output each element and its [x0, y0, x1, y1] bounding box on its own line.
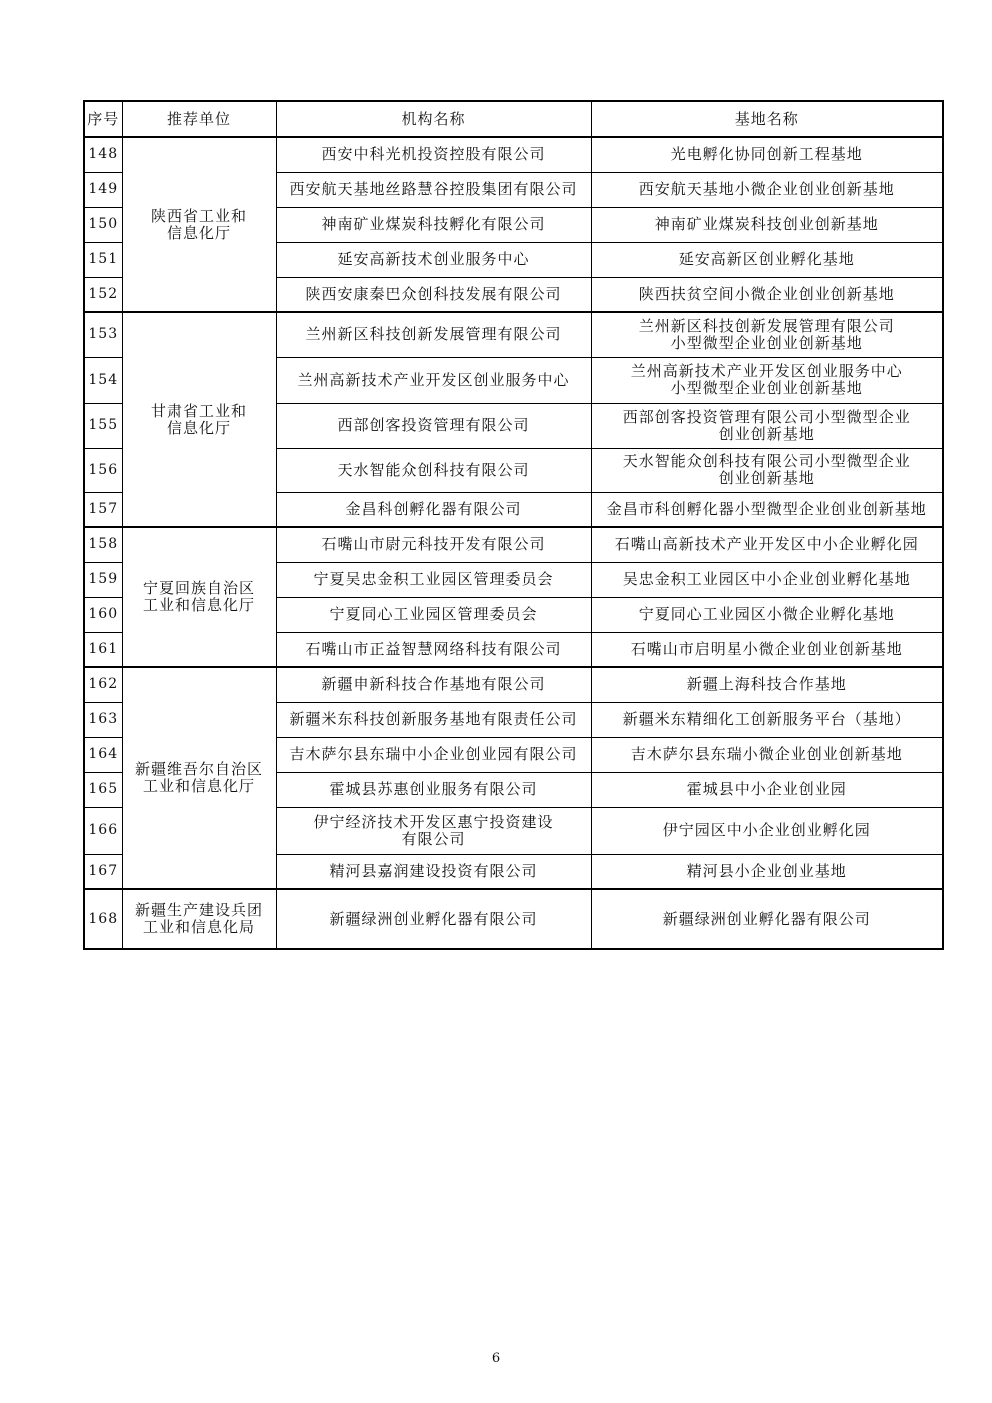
table-row: [84, 312, 943, 357]
cell-org-name: 金昌科创孵化器有限公司: [276, 492, 591, 527]
cell-base-name: 金昌市科创孵化器小型微型企业创业创新基地: [591, 492, 943, 527]
cell-base-name: 延安高新区创业孵化基地: [591, 242, 943, 277]
cell-org-name: 吉木萨尔县东瑞中小企业创业园有限公司: [276, 737, 591, 772]
cell-seq: 151: [84, 242, 122, 277]
cell-seq: 155: [84, 403, 122, 448]
cell-seq: 156: [84, 448, 122, 492]
cell-org-name: 伊宁经济技术开发区惠宁投资建设 有限公司: [276, 807, 591, 854]
cell-base-name: 新疆米东精细化工创新服务平台（基地）: [591, 702, 943, 737]
cell-recommending-unit: 新疆生产建设兵团 工业和信息化局: [122, 889, 276, 949]
cell-seq: 165: [84, 772, 122, 807]
cell-seq: 160: [84, 597, 122, 632]
cell-org-name: 陕西安康秦巴众创科技发展有限公司: [276, 277, 591, 312]
cell-org-name: 西部创客投资管理有限公司: [276, 403, 591, 448]
cell-org-name: 兰州高新技术产业开发区创业服务中心: [276, 357, 591, 403]
cell-org-name: 精河县嘉润建设投资有限公司: [276, 854, 591, 889]
table-body: [84, 137, 943, 949]
cell-recommending-unit: 新疆维吾尔自治区 工业和信息化厅: [122, 667, 276, 889]
cell-base-name: 西部创客投资管理有限公司小型微型企业 创业创新基地: [591, 403, 943, 448]
cell-base-name: 神南矿业煤炭科技创业创新基地: [591, 207, 943, 242]
cell-base-name: 新疆绿洲创业孵化器有限公司: [591, 889, 943, 949]
cell-seq: 158: [84, 527, 122, 562]
cell-seq: 149: [84, 172, 122, 207]
cell-org-name: 宁夏同心工业园区管理委员会: [276, 597, 591, 632]
cell-base-name: 天水智能众创科技有限公司小型微型企业 创业创新基地: [591, 448, 943, 492]
cell-base-name: 新疆上海科技合作基地: [591, 667, 943, 702]
cell-seq: 148: [84, 137, 122, 172]
cell-org-name: 西安中科光机投资控股有限公司: [276, 137, 591, 172]
incubator-base-table: [83, 100, 944, 950]
cell-org-name: 新疆申新科技合作基地有限公司: [276, 667, 591, 702]
cell-base-name: 兰州新区科技创新发展管理有限公司 小型微型企业创业创新基地: [591, 312, 943, 357]
cell-base-name: 吉木萨尔县东瑞小微企业创业创新基地: [591, 737, 943, 772]
cell-recommending-unit: 陕西省工业和 信息化厅: [122, 137, 276, 312]
cell-seq: 159: [84, 562, 122, 597]
cell-seq: 164: [84, 737, 122, 772]
cell-seq: 166: [84, 807, 122, 854]
cell-recommending-unit: 宁夏回族自治区 工业和信息化厅: [122, 527, 276, 667]
cell-seq: 153: [84, 312, 122, 357]
cell-org-name: 兰州新区科技创新发展管理有限公司: [276, 312, 591, 357]
cell-seq: 161: [84, 632, 122, 667]
cell-base-name: 兰州高新技术产业开发区创业服务中心 小型微型企业创业创新基地: [591, 357, 943, 403]
cell-org-name: 霍城县苏惠创业服务有限公司: [276, 772, 591, 807]
cell-seq: 167: [84, 854, 122, 889]
cell-org-name: 石嘴山市尉元科技开发有限公司: [276, 527, 591, 562]
cell-seq: 150: [84, 207, 122, 242]
table-row: [84, 137, 943, 172]
cell-org-name: 石嘴山市正益智慧网络科技有限公司: [276, 632, 591, 667]
cell-base-name: 吴忠金积工业园区中小企业创业孵化基地: [591, 562, 943, 597]
header-base: 基地名称: [591, 101, 943, 137]
header-unit: 推荐单位: [122, 101, 276, 137]
cell-org-name: 延安高新技术创业服务中心: [276, 242, 591, 277]
cell-base-name: 石嘴山高新技术产业开发区中小企业孵化园: [591, 527, 943, 562]
cell-seq: 162: [84, 667, 122, 702]
cell-org-name: 新疆米东科技创新服务基地有限责任公司: [276, 702, 591, 737]
table-row: [84, 527, 943, 562]
cell-seq: 168: [84, 889, 122, 949]
table-row: [84, 889, 943, 949]
cell-org-name: 西安航天基地丝路慧谷控股集团有限公司: [276, 172, 591, 207]
cell-base-name: 石嘴山市启明星小微企业创业创新基地: [591, 632, 943, 667]
header-seq: 序号: [84, 101, 122, 137]
cell-seq: 152: [84, 277, 122, 312]
cell-recommending-unit: 甘肃省工业和 信息化厅: [122, 312, 276, 527]
cell-org-name: 天水智能众创科技有限公司: [276, 448, 591, 492]
page-number: 6: [491, 1351, 501, 1366]
cell-base-name: 霍城县中小企业创业园: [591, 772, 943, 807]
cell-seq: 163: [84, 702, 122, 737]
table-row: [84, 667, 943, 702]
cell-base-name: 宁夏同心工业园区小微企业孵化基地: [591, 597, 943, 632]
cell-base-name: 陕西扶贫空间小微企业创业创新基地: [591, 277, 943, 312]
cell-seq: 157: [84, 492, 122, 527]
header-org: 机构名称: [276, 101, 591, 137]
cell-org-name: 宁夏吴忠金积工业园区管理委员会: [276, 562, 591, 597]
table-header-row: [84, 101, 943, 137]
cell-org-name: 新疆绿洲创业孵化器有限公司: [276, 889, 591, 949]
cell-base-name: 精河县小企业创业基地: [591, 854, 943, 889]
cell-base-name: 西安航天基地小微企业创业创新基地: [591, 172, 943, 207]
cell-org-name: 神南矿业煤炭科技孵化有限公司: [276, 207, 591, 242]
cell-base-name: 光电孵化协同创新工程基地: [591, 137, 943, 172]
cell-seq: 154: [84, 357, 122, 403]
cell-base-name: 伊宁园区中小企业创业孵化园: [591, 807, 943, 854]
